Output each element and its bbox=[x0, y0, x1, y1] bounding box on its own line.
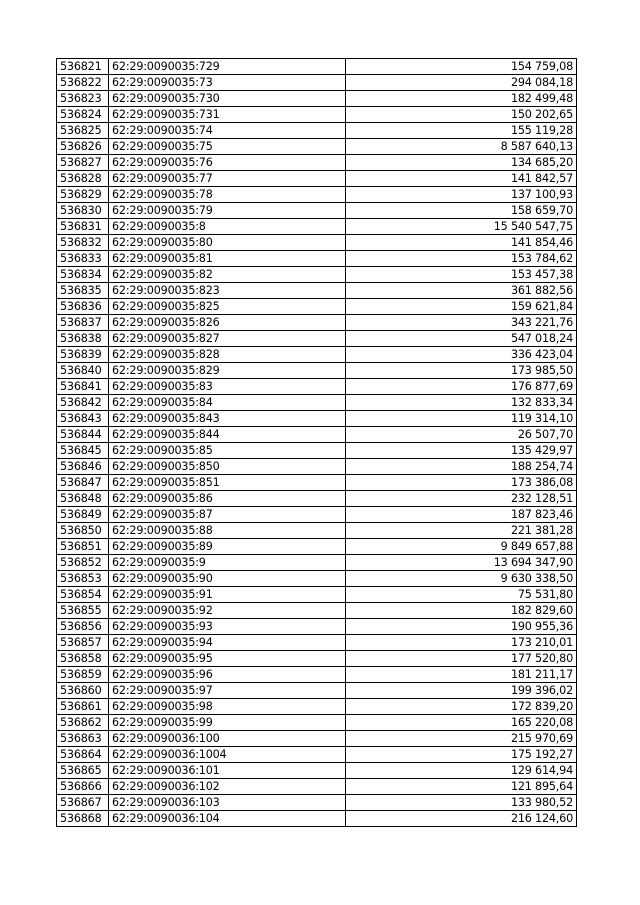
value-cell: 172 839,20 bbox=[346, 699, 577, 715]
row-number-cell: 536835 bbox=[57, 283, 109, 299]
value-cell: 13 694 347,90 bbox=[346, 555, 577, 571]
row-number-cell: 536829 bbox=[57, 187, 109, 203]
row-number-cell: 536847 bbox=[57, 475, 109, 491]
value-cell: 133 980,52 bbox=[346, 795, 577, 811]
table-row bbox=[57, 667, 577, 683]
row-number-cell: 536858 bbox=[57, 651, 109, 667]
value-cell: 9 630 338,50 bbox=[346, 571, 577, 587]
value-cell: 181 211,17 bbox=[346, 667, 577, 683]
row-number-cell: 536862 bbox=[57, 715, 109, 731]
table-row bbox=[57, 379, 577, 395]
cadastral-number-cell: 62:29:0090035:825 bbox=[109, 299, 346, 315]
cadastral-number-cell: 62:29:0090036:103 bbox=[109, 795, 346, 811]
table-row bbox=[57, 795, 577, 811]
table-row bbox=[57, 539, 577, 555]
value-cell: 221 381,28 bbox=[346, 523, 577, 539]
row-number-cell: 536842 bbox=[57, 395, 109, 411]
row-number-cell: 536831 bbox=[57, 219, 109, 235]
row-number-cell: 536860 bbox=[57, 683, 109, 699]
cadastral-number-cell: 62:29:0090035:83 bbox=[109, 379, 346, 395]
value-cell: 173 386,08 bbox=[346, 475, 577, 491]
cadastral-number-cell: 62:29:0090035:829 bbox=[109, 363, 346, 379]
value-cell: 153 457,38 bbox=[346, 267, 577, 283]
value-cell: 26 507,70 bbox=[346, 427, 577, 443]
table-row bbox=[57, 155, 577, 171]
cadastral-number-cell: 62:29:0090035:9 bbox=[109, 555, 346, 571]
row-number-cell: 536855 bbox=[57, 603, 109, 619]
value-cell: 141 854,46 bbox=[346, 235, 577, 251]
table-row bbox=[57, 235, 577, 251]
row-number-cell: 536866 bbox=[57, 779, 109, 795]
table-row bbox=[57, 123, 577, 139]
table-row bbox=[57, 203, 577, 219]
cadastral-number-cell: 62:29:0090035:96 bbox=[109, 667, 346, 683]
cadastral-number-cell: 62:29:0090035:81 bbox=[109, 251, 346, 267]
value-cell: 232 128,51 bbox=[346, 491, 577, 507]
table-row bbox=[57, 267, 577, 283]
value-cell: 15 540 547,75 bbox=[346, 219, 577, 235]
table-row bbox=[57, 779, 577, 795]
table-row bbox=[57, 571, 577, 587]
value-cell: 343 221,76 bbox=[346, 315, 577, 331]
cadastral-number-cell: 62:29:0090035:80 bbox=[109, 235, 346, 251]
table-row bbox=[57, 555, 577, 571]
cadastral-number-cell: 62:29:0090035:826 bbox=[109, 315, 346, 331]
row-number-cell: 536849 bbox=[57, 507, 109, 523]
row-number-cell: 536826 bbox=[57, 139, 109, 155]
value-cell: 173 985,50 bbox=[346, 363, 577, 379]
row-number-cell: 536864 bbox=[57, 747, 109, 763]
table-row bbox=[57, 635, 577, 651]
table-row bbox=[57, 603, 577, 619]
cadastral-number-cell: 62:29:0090035:828 bbox=[109, 347, 346, 363]
cadastral-number-cell: 62:29:0090035:73 bbox=[109, 75, 346, 91]
table-row bbox=[57, 475, 577, 491]
value-cell: 153 784,62 bbox=[346, 251, 577, 267]
cadastral-number-cell: 62:29:0090036:101 bbox=[109, 763, 346, 779]
row-number-cell: 536832 bbox=[57, 235, 109, 251]
value-cell: 75 531,80 bbox=[346, 587, 577, 603]
row-number-cell: 536851 bbox=[57, 539, 109, 555]
table-row bbox=[57, 219, 577, 235]
value-cell: 129 614,94 bbox=[346, 763, 577, 779]
value-cell: 294 084,18 bbox=[346, 75, 577, 91]
value-cell: 177 520,80 bbox=[346, 651, 577, 667]
row-number-cell: 536837 bbox=[57, 315, 109, 331]
row-number-cell: 536853 bbox=[57, 571, 109, 587]
cadastral-number-cell: 62:29:0090035:76 bbox=[109, 155, 346, 171]
table-row bbox=[57, 443, 577, 459]
row-number-cell: 536839 bbox=[57, 347, 109, 363]
table-row bbox=[57, 171, 577, 187]
value-cell: 187 823,46 bbox=[346, 507, 577, 523]
cadastral-number-cell: 62:29:0090036:104 bbox=[109, 811, 346, 827]
cadastral-number-cell: 62:29:0090035:82 bbox=[109, 267, 346, 283]
table-row bbox=[57, 283, 577, 299]
row-number-cell: 536834 bbox=[57, 267, 109, 283]
row-number-cell: 536846 bbox=[57, 459, 109, 475]
table-row bbox=[57, 523, 577, 539]
value-cell: 215 970,69 bbox=[346, 731, 577, 747]
cadastral-number-cell: 62:29:0090035:731 bbox=[109, 107, 346, 123]
value-cell: 182 829,60 bbox=[346, 603, 577, 619]
cadastral-number-cell: 62:29:0090035:78 bbox=[109, 187, 346, 203]
row-number-cell: 536836 bbox=[57, 299, 109, 315]
cadastral-number-cell: 62:29:0090035:8 bbox=[109, 219, 346, 235]
row-number-cell: 536838 bbox=[57, 331, 109, 347]
value-cell: 155 119,28 bbox=[346, 123, 577, 139]
table-row bbox=[57, 763, 577, 779]
value-cell: 137 100,93 bbox=[346, 187, 577, 203]
row-number-cell: 536841 bbox=[57, 379, 109, 395]
table-row bbox=[57, 747, 577, 763]
value-cell: 175 192,27 bbox=[346, 747, 577, 763]
cadastral-number-cell: 62:29:0090036:100 bbox=[109, 731, 346, 747]
table-row bbox=[57, 75, 577, 91]
value-cell: 9 849 657,88 bbox=[346, 539, 577, 555]
row-number-cell: 536823 bbox=[57, 91, 109, 107]
value-cell: 199 396,02 bbox=[346, 683, 577, 699]
value-cell: 361 882,56 bbox=[346, 283, 577, 299]
cadastral-number-cell: 62:29:0090036:1004 bbox=[109, 747, 346, 763]
cadastral-number-cell: 62:29:0090035:79 bbox=[109, 203, 346, 219]
cadastral-number-cell: 62:29:0090035:95 bbox=[109, 651, 346, 667]
row-number-cell: 536824 bbox=[57, 107, 109, 123]
table-row bbox=[57, 139, 577, 155]
value-cell: 336 423,04 bbox=[346, 347, 577, 363]
table-row bbox=[57, 315, 577, 331]
value-cell: 135 429,97 bbox=[346, 443, 577, 459]
row-number-cell: 536843 bbox=[57, 411, 109, 427]
row-number-cell: 536868 bbox=[57, 811, 109, 827]
value-cell: 154 759,08 bbox=[346, 59, 577, 75]
row-number-cell: 536863 bbox=[57, 731, 109, 747]
cadastral-number-cell: 62:29:0090035:75 bbox=[109, 139, 346, 155]
value-cell: 176 877,69 bbox=[346, 379, 577, 395]
value-cell: 119 314,10 bbox=[346, 411, 577, 427]
cadastral-number-cell: 62:29:0090035:93 bbox=[109, 619, 346, 635]
table-row bbox=[57, 59, 577, 75]
cadastral-number-cell: 62:29:0090035:850 bbox=[109, 459, 346, 475]
row-number-cell: 536850 bbox=[57, 523, 109, 539]
table-row bbox=[57, 699, 577, 715]
value-cell: 165 220,08 bbox=[346, 715, 577, 731]
table-row bbox=[57, 459, 577, 475]
table-row bbox=[57, 811, 577, 827]
value-cell: 159 621,84 bbox=[346, 299, 577, 315]
cadastral-number-cell: 62:29:0090035:823 bbox=[109, 283, 346, 299]
table-row bbox=[57, 91, 577, 107]
row-number-cell: 536856 bbox=[57, 619, 109, 635]
cadastral-value-table bbox=[56, 58, 577, 827]
cadastral-number-cell: 62:29:0090035:89 bbox=[109, 539, 346, 555]
cadastral-number-cell: 62:29:0090036:102 bbox=[109, 779, 346, 795]
table-row bbox=[57, 619, 577, 635]
table-row bbox=[57, 347, 577, 363]
table-row bbox=[57, 395, 577, 411]
cadastral-number-cell: 62:29:0090035:730 bbox=[109, 91, 346, 107]
table-row bbox=[57, 331, 577, 347]
cadastral-number-cell: 62:29:0090035:827 bbox=[109, 331, 346, 347]
table-body bbox=[57, 59, 577, 827]
table-row bbox=[57, 187, 577, 203]
row-number-cell: 536852 bbox=[57, 555, 109, 571]
value-cell: 158 659,70 bbox=[346, 203, 577, 219]
cadastral-number-cell: 62:29:0090035:86 bbox=[109, 491, 346, 507]
row-number-cell: 536865 bbox=[57, 763, 109, 779]
row-number-cell: 536825 bbox=[57, 123, 109, 139]
cadastral-number-cell: 62:29:0090035:84 bbox=[109, 395, 346, 411]
cadastral-number-cell: 62:29:0090035:87 bbox=[109, 507, 346, 523]
row-number-cell: 536845 bbox=[57, 443, 109, 459]
table-row bbox=[57, 107, 577, 123]
value-cell: 132 833,34 bbox=[346, 395, 577, 411]
cadastral-number-cell: 62:29:0090035:98 bbox=[109, 699, 346, 715]
cadastral-number-cell: 62:29:0090035:74 bbox=[109, 123, 346, 139]
row-number-cell: 536821 bbox=[57, 59, 109, 75]
row-number-cell: 536822 bbox=[57, 75, 109, 91]
row-number-cell: 536833 bbox=[57, 251, 109, 267]
cadastral-number-cell: 62:29:0090035:88 bbox=[109, 523, 346, 539]
row-number-cell: 536861 bbox=[57, 699, 109, 715]
value-cell: 547 018,24 bbox=[346, 331, 577, 347]
cadastral-number-cell: 62:29:0090035:92 bbox=[109, 603, 346, 619]
table-row bbox=[57, 731, 577, 747]
cadastral-number-cell: 62:29:0090035:97 bbox=[109, 683, 346, 699]
cadastral-number-cell: 62:29:0090035:729 bbox=[109, 59, 346, 75]
value-cell: 188 254,74 bbox=[346, 459, 577, 475]
table-row bbox=[57, 651, 577, 667]
cadastral-number-cell: 62:29:0090035:90 bbox=[109, 571, 346, 587]
table-row bbox=[57, 411, 577, 427]
cadastral-number-cell: 62:29:0090035:99 bbox=[109, 715, 346, 731]
cadastral-number-cell: 62:29:0090035:851 bbox=[109, 475, 346, 491]
table-row bbox=[57, 683, 577, 699]
table-row bbox=[57, 299, 577, 315]
value-cell: 216 124,60 bbox=[346, 811, 577, 827]
cadastral-number-cell: 62:29:0090035:77 bbox=[109, 171, 346, 187]
value-cell: 182 499,48 bbox=[346, 91, 577, 107]
row-number-cell: 536828 bbox=[57, 171, 109, 187]
cadastral-number-cell: 62:29:0090035:91 bbox=[109, 587, 346, 603]
value-cell: 8 587 640,13 bbox=[346, 139, 577, 155]
row-number-cell: 536854 bbox=[57, 587, 109, 603]
value-cell: 134 685,20 bbox=[346, 155, 577, 171]
cadastral-number-cell: 62:29:0090035:94 bbox=[109, 635, 346, 651]
value-cell: 141 842,57 bbox=[346, 171, 577, 187]
value-cell: 190 955,36 bbox=[346, 619, 577, 635]
table-row bbox=[57, 587, 577, 603]
table-row bbox=[57, 491, 577, 507]
table-row bbox=[57, 427, 577, 443]
row-number-cell: 536857 bbox=[57, 635, 109, 651]
row-number-cell: 536859 bbox=[57, 667, 109, 683]
row-number-cell: 536844 bbox=[57, 427, 109, 443]
table-row bbox=[57, 507, 577, 523]
table-row bbox=[57, 715, 577, 731]
row-number-cell: 536867 bbox=[57, 795, 109, 811]
cadastral-number-cell: 62:29:0090035:85 bbox=[109, 443, 346, 459]
cadastral-number-cell: 62:29:0090035:843 bbox=[109, 411, 346, 427]
row-number-cell: 536840 bbox=[57, 363, 109, 379]
value-cell: 173 210,01 bbox=[346, 635, 577, 651]
row-number-cell: 536827 bbox=[57, 155, 109, 171]
table-row bbox=[57, 363, 577, 379]
table-row bbox=[57, 251, 577, 267]
cadastral-number-cell: 62:29:0090035:844 bbox=[109, 427, 346, 443]
value-cell: 121 895,64 bbox=[346, 779, 577, 795]
value-cell: 150 202,65 bbox=[346, 107, 577, 123]
row-number-cell: 536830 bbox=[57, 203, 109, 219]
row-number-cell: 536848 bbox=[57, 491, 109, 507]
document-page bbox=[56, 58, 576, 827]
